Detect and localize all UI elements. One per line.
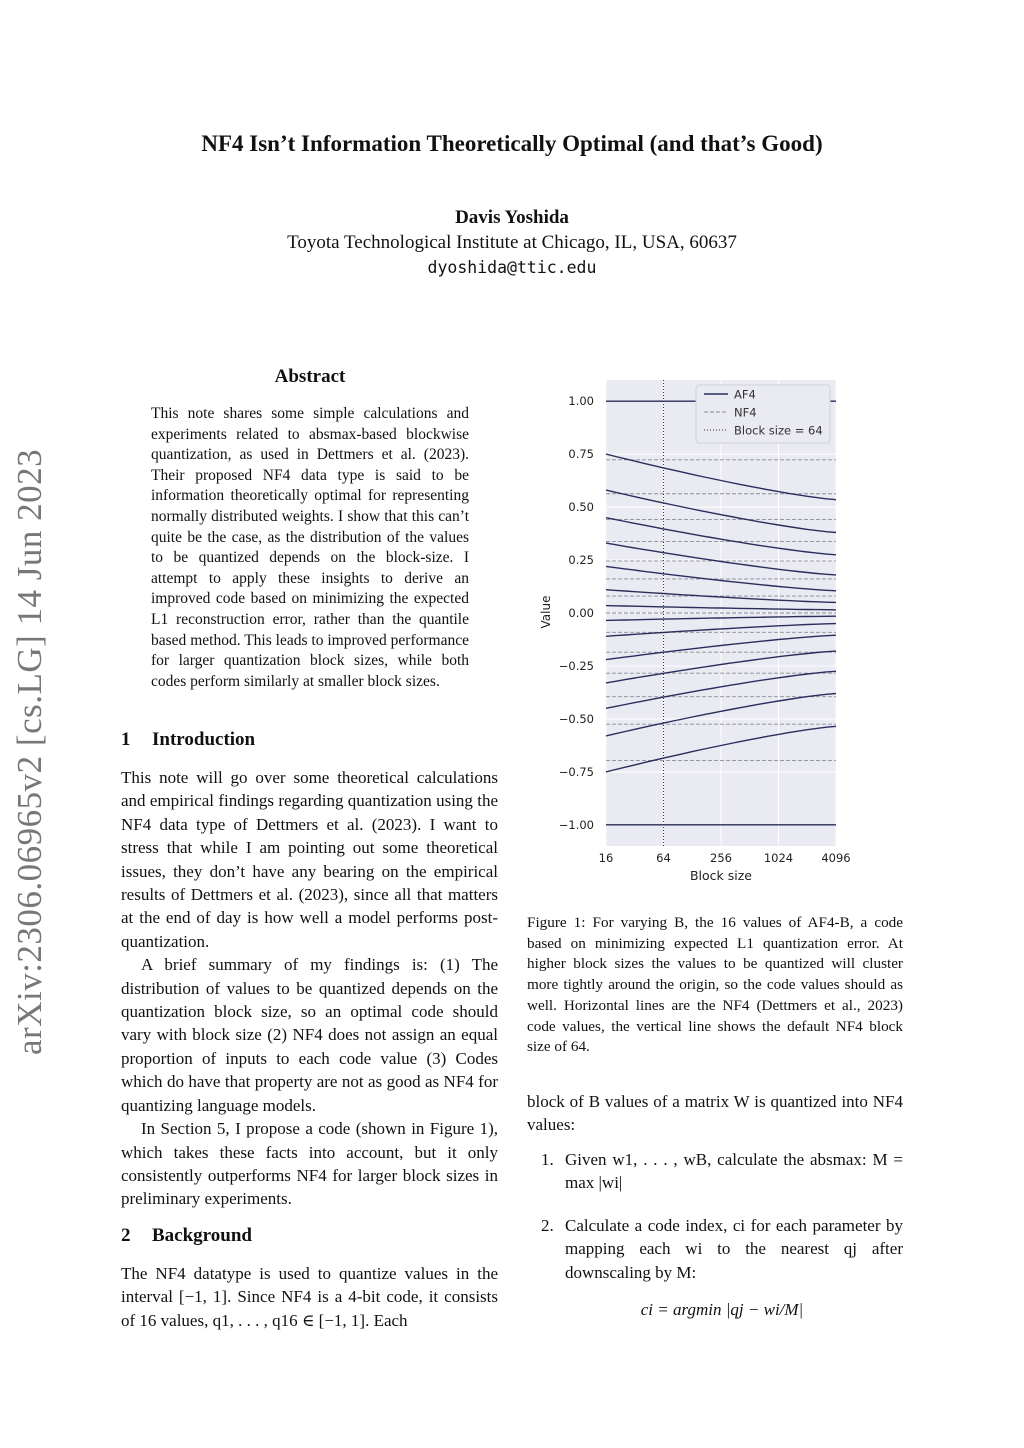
y-tick-label: 0.75 <box>568 447 594 462</box>
chart-legend <box>696 385 830 443</box>
section-number: 2 <box>121 1225 131 1246</box>
section-1-body <box>121 766 498 1211</box>
equation <box>541 1298 903 1321</box>
x-tick-label: 256 <box>710 851 732 865</box>
arxiv-identifier-text: arXiv:2306.06965v2 [cs.LG] 14 Jun 2023 <box>10 448 49 1055</box>
list-item-text: Given w1, . . . , wB, calculate the absmax: M = max |wi| <box>565 1150 903 1193</box>
x-axis-label: Block size <box>689 868 753 883</box>
background-paragraph-1: The NF4 datatype is used to quantize values in the interval [−1, 1]. Since NF4 is a 4-bit code, it consists of 16 values, q1, . . . , q16 ∈ [−1, 1]. Each <box>121 1264 498 1330</box>
paper-title: NF4 Isn’t Information Theoretically Optimal (and that’s Good) <box>201 131 823 156</box>
equation-text: ci = argmin |qj − wi/M| <box>640 1300 804 1319</box>
abstract-heading: Abstract <box>274 366 346 387</box>
section-1-heading <box>121 729 255 751</box>
abstract-text: This note shares some simple calculations and experiments related to absmax-based blockwise quantization, as used in Dettmers et al. (2023). Their proposed NF4 data type is said to be information theoretically optimal for representing normally distributed weights. I show that this can’t quite be the case, as the distribution of the values to be quantized depends on the block-size. I attempt to apply these insights to derive an improved code based on minimizing the expected L1 reconstruction error, rather than the quantile based method. This leads to improved performance for larger quantization block sizes, while both codes perform similarly at smaller block sizes. <box>151 405 469 690</box>
legend-af4-label: AF4 <box>734 387 756 402</box>
section-number: 1 <box>121 729 131 750</box>
list-item: 2. Calculate a code index, ci for each parameter by mapping each wi to the nearest qj after downscaling by M: <box>541 1214 903 1284</box>
author-email: dyoshida@ttic.edu <box>427 258 597 277</box>
right-column-body <box>527 1090 903 1137</box>
author-name: Davis Yoshida <box>455 207 569 228</box>
background-paragraph-2: block of B values of a matrix W is quantized into NF4 values: <box>527 1092 903 1135</box>
x-tick-label: 16 <box>598 851 614 865</box>
y-tick-label: 0.50 <box>568 500 594 515</box>
intro-paragraph-1: This note will go over some theoretical calculations and empirical findings regarding quantization using the NF4 data type of Dettmers et al. (2023). I want to stress that while I am pointing out some theoretical issues, they don’t have any bearing on the empirical results of Dettmers et al. (2023), since all that matters at the end of day is how well a model performs post-quantization. <box>121 768 498 951</box>
y-tick-label: −1.00 <box>558 817 594 832</box>
section-2-heading <box>121 1225 252 1247</box>
x-tick-label: 4096 <box>821 851 851 865</box>
legend-nf4-label: NF4 <box>734 405 757 420</box>
author-affiliation: Toyota Technological Institute at Chicago, IL, USA, 60637 <box>287 232 737 253</box>
y-tick-label: −0.25 <box>558 658 594 673</box>
section-title: Background <box>152 1225 252 1246</box>
y-tick-label: 0.25 <box>568 553 594 568</box>
y-tick-label: 1.00 <box>568 394 594 409</box>
y-tick-label: −0.50 <box>558 711 594 726</box>
intro-paragraph-3: In Section 5, I propose a code (shown in Figure 1), which takes these facts into account, but it only consistently outperforms NF4 for larger block sizes in preliminary experiments. <box>121 1119 498 1209</box>
legend-blocksize-label: Block size = 64 <box>734 423 823 438</box>
x-tick-label: 64 <box>656 851 671 865</box>
list-item-text: Calculate a code index, ci for each parameter by mapping each wi to the nearest qj after downscaling by M: <box>565 1216 903 1282</box>
section-title: Introduction <box>152 729 256 750</box>
figure-1-caption: Figure 1: For varying B, the 16 values of AF4-B, a code based on minimizing expected L1 quantization error. At higher block sizes the values to be quantized will cluster more tightly around the origin, so the code values should as well. Horizontal lines are the NF4 (Dettmers et al., 2023) code values, the vertical line shows the default NF4 block size of 64. <box>527 914 903 1056</box>
y-tick-label: −0.75 <box>558 764 594 779</box>
x-tick-label: 1024 <box>763 851 794 865</box>
section-2-body <box>121 1262 498 1332</box>
y-axis-label: Value <box>539 595 553 629</box>
y-tick-label: 0.00 <box>568 606 594 620</box>
intro-paragraph-2: A brief summary of my findings is: (1) The distribution of values to be quantized depends on the quantization block size, so an optimal code should vary with block size (2) NF4 does not assign an equal proportion of inputs to each code value (3) Codes which do have that property are not as good as NF4 for quantizing language models. <box>121 955 498 1115</box>
list-item: 1. Given w1, . . . , wB, calculate the absmax: M = max |wi| <box>541 1148 903 1195</box>
algorithm-list <box>527 1148 903 1348</box>
figure-1-chart <box>520 372 860 884</box>
